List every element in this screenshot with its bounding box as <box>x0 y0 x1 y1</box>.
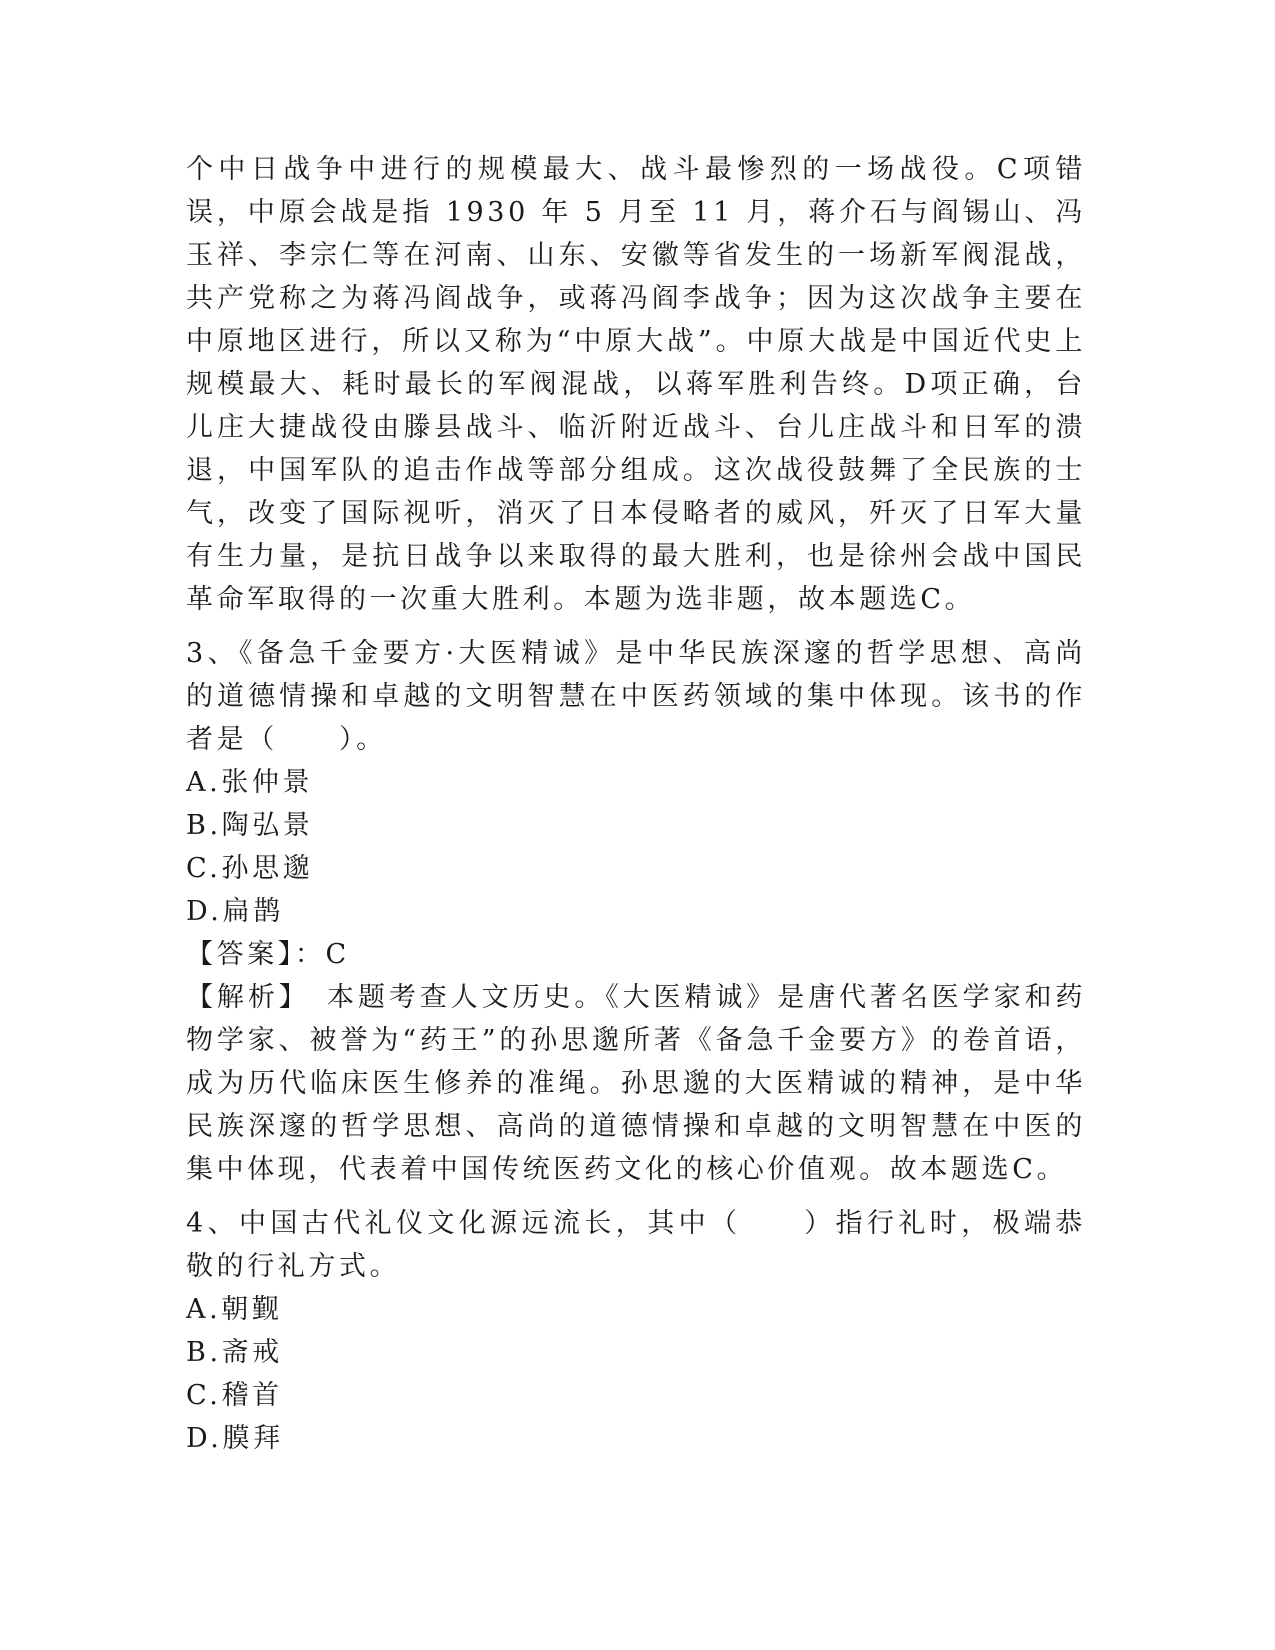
option-a: A.朝觐 <box>186 1294 283 1325</box>
analysis-text: 【解析】 本题考查人文历史。《大医精诚》是唐代著名医学家和药物学家、被誉为“药王”的孙思邈所著《备急千金要方》的卷首语，成为历代临床医生修养的准绳。孙思邈的大医精诚的精神，是中华民族深邃的哲学思想、高尚的道德情操和卓越的文明智慧在中医的集中体现，代表着中国传统医药文化的核心价值观。故本题选C。 <box>186 982 1086 1185</box>
question-stem: 3、《备急千金要方·大医精诚》是中华民族深邃的哲学思想、高尚的道德情操和卓越的文明智慧在中医药领域的集中体现。该书的作者是（ ）。 <box>186 638 1086 755</box>
option-b: B.陶弘景 <box>186 810 314 841</box>
spacer <box>186 621 1086 632</box>
option-a: A.张仲景 <box>186 767 314 798</box>
question-stem: 4、中国古代礼仪文化源远流长，其中（ ）指行礼时，极端恭敬的行礼方式。 <box>186 1208 1086 1282</box>
analysis-continuation: 个中日战争中进行的规模最大、战斗最惨烈的一场战役。C项错误，中原会战是指 1930 年 5 月至 11 月，蒋介石与阎锡山、冯玉祥、李宗仁等在河南、山东、安徽等省发生的一场新军阀混战，共产党称之为蒋冯阎战争，或蒋冯阎李战争；因为这次战争主要在中原地区进行，所以又称为“中原大战”。中原大战是中国近代史上规模最大、耗时最长的军阀混战，以蒋军胜利告终。D项正确，台儿庄大捷战役由滕县战斗、临沂附近战斗、台儿庄战斗和日军的溃退，中国军队的追击作战等部分组成。这次战役鼓舞了全民族的士气，改变了国际视听，消灭了日本侵略者的威风，歼灭了日军大量有生力量，是抗日战争以来取得的最大胜利，也是徐州会战中国民革命军取得的一次重大胜利。本题为选非题，故本题选C。 <box>186 154 1086 615</box>
question-3 <box>186 632 1086 1191</box>
question-4 <box>186 1202 1086 1460</box>
option-c: C.孙思邈 <box>186 853 314 884</box>
spacer <box>186 1191 1086 1202</box>
answer-line: 【答案】：C <box>186 939 350 970</box>
document-page <box>186 148 1086 1460</box>
option-d: D.膜拜 <box>186 1423 284 1454</box>
option-b: B.斋戒 <box>186 1337 283 1368</box>
option-c: C.稽首 <box>186 1380 283 1411</box>
option-d: D.扁鹊 <box>186 896 284 927</box>
